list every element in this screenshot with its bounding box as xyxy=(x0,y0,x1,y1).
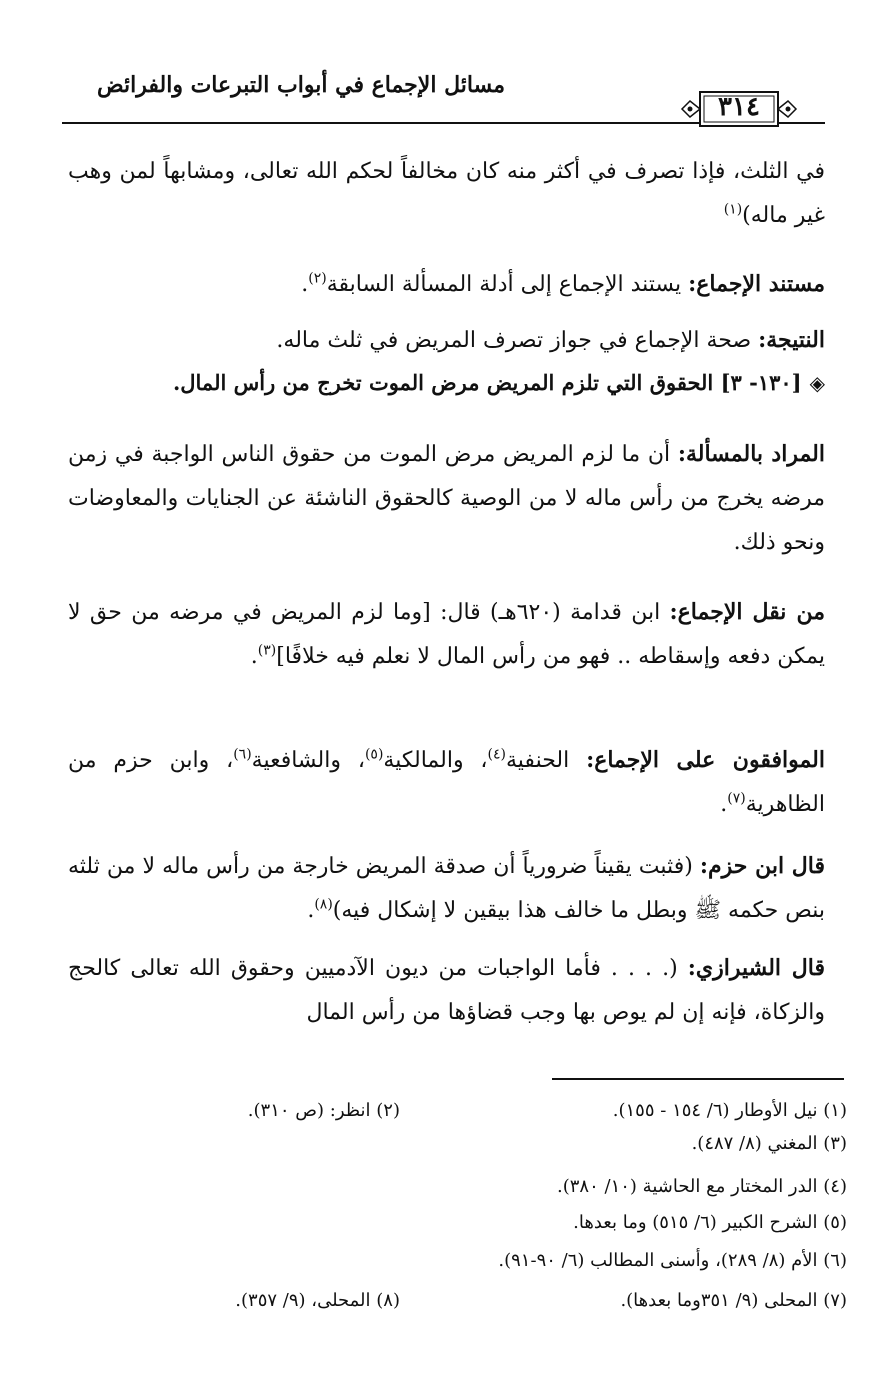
paragraph-label: قال ابن حزم: xyxy=(699,853,825,879)
paragraph-label: المراد بالمسألة: xyxy=(677,441,825,467)
paragraph-text: ، وابن حزم من الظاهرية xyxy=(68,748,825,817)
page-number-ornament xyxy=(680,88,798,130)
paragraph-ibn-hazm xyxy=(68,844,825,933)
paragraph-text: (. . . . فأما الواجبات من ديون الآدميين وحقوق الله تعالى كالحج والزكاة، فإنه إن لم يوص بها وجب قضاؤها من رأس المال xyxy=(68,956,825,1025)
paragraph-shirazi xyxy=(68,946,825,1035)
issue-heading-text: [١٣٠- ٣] الحقوق التي تلزم المريض مرض الموت تخرج من رأس المال. xyxy=(172,370,802,395)
footnote-ref: (٨) xyxy=(314,896,333,913)
paragraph-text: ، والمالكية xyxy=(383,748,488,773)
footnote-ref: (٦) xyxy=(233,746,252,763)
footnote-1: (١) نيل الأوطار (٦/ ١٥٤ - ١٥٥). xyxy=(612,1100,847,1121)
page-number: ٣١٤ xyxy=(718,92,760,122)
footnote-5: (٥) الشرح الكبير (٦/ ٥١٥) وما بعدها. xyxy=(573,1212,847,1233)
footnote-ref: (١) xyxy=(723,201,743,218)
paragraph-text: (فثبت يقيناً ضرورياً أن صدقة المريض خارجة من رأس ماله لا من ثلثه بنص حكمه ﷺ وبطل ما خالف هذا بيقين لا إشكال فيه) xyxy=(68,854,825,923)
paragraph-agreeing xyxy=(68,738,825,827)
footnote-ref: (٣) xyxy=(257,642,277,659)
paragraph-label: من نقل الإجماع: xyxy=(669,599,825,625)
footnote-2: (٢) انظر: (ص ٣١٠). xyxy=(247,1100,400,1121)
paragraph-text: ، والشافعية xyxy=(251,748,365,773)
diamond-bullet-icon: ◈ xyxy=(809,371,825,395)
paragraph-meaning xyxy=(68,432,825,565)
paragraph-label: الموافقون على الإجماع: xyxy=(586,747,825,773)
footnote-ref: (٥) xyxy=(364,746,384,763)
paragraph-end: . xyxy=(301,272,309,297)
running-title: مسائل الإجماع في أبواب التبرعات والفرائض xyxy=(97,72,505,98)
footnote-ref: (٢) xyxy=(308,270,327,287)
footnote-6: (٦) الأم (٨/ ٢٨٩)، وأسنى المطالب (٦/ ٩٠-٩١). xyxy=(498,1250,847,1271)
paragraph-end: . xyxy=(250,644,258,669)
footnote-4: (٤) الدر المختار مع الحاشية (١٠/ ٣٨٠). xyxy=(557,1176,847,1197)
footnote-rule xyxy=(552,1078,844,1080)
paragraph-transmitter xyxy=(68,590,825,679)
issue-heading xyxy=(68,370,825,395)
paragraph-result xyxy=(68,318,825,363)
paragraph-text: ابن قدامة (٦٢٠هـ) قال: [وما لزم المريض في مرضه من حق لا يمكن دفعه وإسقاطه .. فهو من رأس المال لا نعلم فيه خلافًا] xyxy=(68,600,825,669)
paragraph-end: . xyxy=(307,898,315,923)
paragraph-label: قال الشيرازي: xyxy=(687,955,825,981)
footnote-7: (٧) المحلى (٩/ ٣٥١وما بعدها). xyxy=(620,1290,847,1311)
paragraph-label: مستند الإجماع: xyxy=(688,271,825,297)
paragraph-continuation xyxy=(68,150,825,238)
paragraph-text: صحة الإجماع في جواز تصرف المريض في ثلث ماله. xyxy=(276,328,759,353)
paragraph-text: في الثلث، فإذا تصرف في أكثر منه كان مخالفاً لحكم الله تعالى، ومشابهاً لمن وهب غير ماله) xyxy=(68,159,825,228)
paragraph-label: النتيجة: xyxy=(758,327,825,353)
paragraph-text: أن ما لزم المريض مرض الموت من حقوق الناس الواجبة في زمن مرضه يخرج من رأس ماله لا من الوصية كالحقوق الناشئة عن الجنايات والمعاوضات ونحو ذلك. xyxy=(68,442,825,555)
paragraph-evidence xyxy=(68,262,825,307)
paragraph-text: يستند الإجماع إلى أدلة المسألة السابقة xyxy=(326,272,689,297)
footnote-3: (٣) المغني (٨/ ٤٨٧). xyxy=(691,1133,847,1154)
paragraph-text: الحنفية xyxy=(506,748,587,773)
footnote-ref: (٧) xyxy=(727,790,746,807)
footnote-8: (٨) المحلى، (٩/ ٣٥٧). xyxy=(235,1290,400,1311)
footnote-ref: (٤) xyxy=(487,746,506,763)
paragraph-end: . xyxy=(720,792,728,817)
